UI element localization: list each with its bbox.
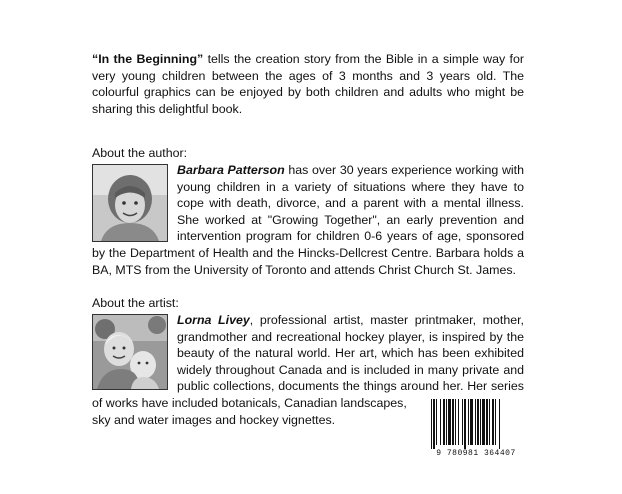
isbn-number: 9 780981 364407 [436,449,516,458]
barcode-bars [428,399,524,449]
artist-section-label: About the artist: [92,296,179,310]
author-photo [92,164,168,242]
author-bio [92,162,524,278]
isbn-barcode [428,399,524,465]
artist-bio-tail: sky and water images and hockey vignettes. [92,412,336,427]
author-name: Barbara Patterson [177,163,285,177]
author-section-label: About the author: [92,146,188,160]
book-title: “In the Beginning” [92,52,204,66]
book-description-text: tells the creation story from the Bible in a simple way for very young children between the ages of 3 months and 3 years old. The colourful graphics can be enjoyed by both children and adults who might be sharing this delightful book. [92,52,524,116]
book-description [92,51,524,117]
artist-bio-text: , professional artist, master printmaker, mother, grandmother and recreational hockey player, is inspired by the beauty of the natural world. Her art, which has been exhibited widely throughout Canada and is included in many private and public collections, documents the things around her. Her series of works have included botanicals, Canadian landscapes, [92,313,524,410]
artist-photo [92,314,168,390]
author-bio-text: has over 30 years experience working with young children in a variety of situations where they have to cope with death, divorce, and a parent with a mental illness. She worked at "Growing Together", an early prevention and intervention program for children 0-6 years of age, sponsored by the Department of Health and the Hincks-Dellcrest Centre. Barbara holds a BA, MTS from the University of Toronto and attends Christ Church St. James. [92,163,524,277]
artist-name: Lorna Livey [177,313,250,327]
